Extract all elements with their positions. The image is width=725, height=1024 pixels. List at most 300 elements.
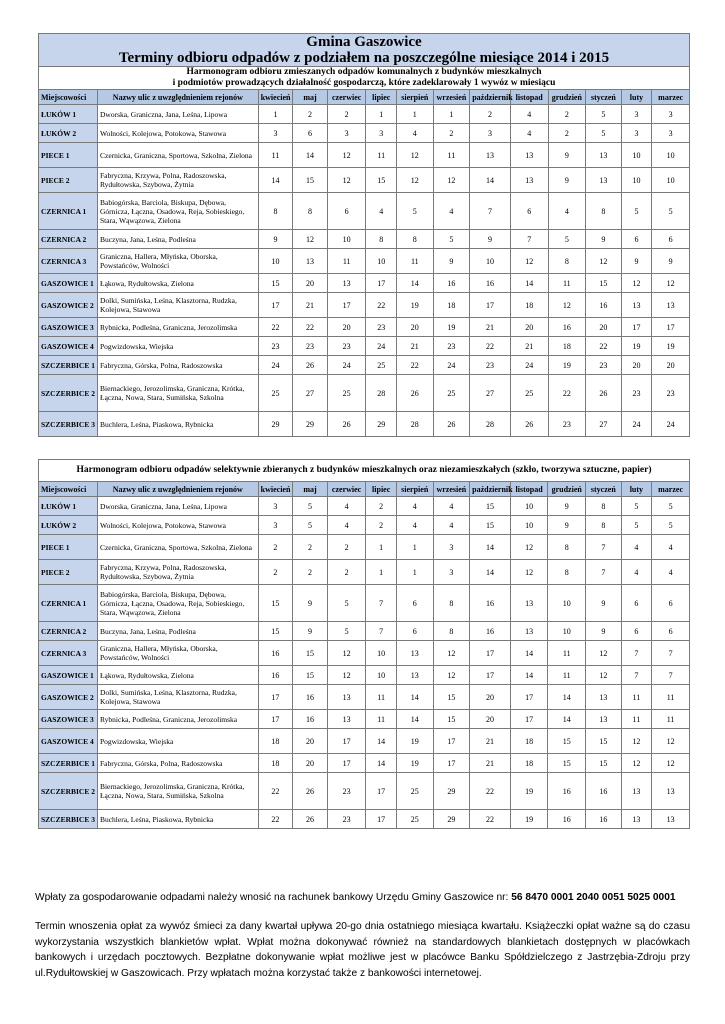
- day-cell: 15: [293, 168, 328, 193]
- day-cell: 16: [470, 585, 511, 622]
- table-row: [39, 168, 690, 193]
- day-cell: 17: [366, 810, 397, 829]
- day-cell: 23: [621, 375, 652, 412]
- day-cell: 15: [470, 497, 511, 516]
- day-cell: 21: [510, 337, 548, 356]
- day-cell: 6: [396, 622, 433, 641]
- day-cell: 9: [586, 622, 622, 641]
- day-cell: 15: [586, 729, 622, 754]
- day-cell: 15: [293, 666, 328, 685]
- day-cell: 23: [293, 337, 328, 356]
- col-header-streets: Nazwy ulic z uwzględnieniem rejonów: [97, 482, 258, 497]
- col-header-month: kwiecień: [258, 482, 293, 497]
- day-cell: 17: [258, 710, 293, 729]
- table-row: [39, 729, 690, 754]
- day-cell: 17: [327, 729, 366, 754]
- day-cell: 24: [510, 356, 548, 375]
- day-cell: 12: [433, 666, 470, 685]
- day-cell: 6: [327, 193, 366, 230]
- day-cell: 7: [586, 560, 622, 585]
- locality-cell: GASZOWICE 1: [39, 666, 98, 685]
- col-header-streets: Nazwy ulic z uwzględnieniem rejonów: [97, 90, 258, 105]
- day-cell: 25: [510, 375, 548, 412]
- day-cell: 21: [293, 293, 328, 318]
- day-cell: 25: [366, 356, 397, 375]
- day-cell: 26: [396, 375, 433, 412]
- day-cell: 21: [470, 318, 511, 337]
- table-row: [39, 193, 690, 230]
- day-cell: 12: [510, 535, 548, 560]
- col-header-month: listopad: [510, 90, 548, 105]
- day-cell: 2: [258, 535, 293, 560]
- day-cell: 17: [327, 293, 366, 318]
- day-cell: 20: [586, 318, 622, 337]
- day-cell: 1: [396, 560, 433, 585]
- day-cell: 15: [258, 622, 293, 641]
- day-cell: 23: [433, 337, 470, 356]
- day-cell: 3: [433, 535, 470, 560]
- streets-cell: Babiogórska, Barciola, Biskupa, Dębowa, Górnicza, Łączna, Osadowa, Reja, Sobieskiego, Stara, Wąwązowa, Zielona: [97, 585, 258, 622]
- day-cell: 14: [510, 274, 548, 293]
- day-cell: 8: [586, 497, 622, 516]
- col-header-month: wrzesień: [433, 482, 470, 497]
- col-header-month: wrzesień: [433, 90, 470, 105]
- day-cell: 6: [652, 622, 690, 641]
- day-cell: 19: [510, 810, 548, 829]
- streets-cell: Biernackiego, Jerozolimska, Graniczna, Krótka, Łączna, Nowa, Stara, Sumińska, Szkolna: [97, 773, 258, 810]
- streets-cell: Buchlera, Leśna, Piaskowa, Rybnicka: [97, 412, 258, 437]
- day-cell: 13: [621, 773, 652, 810]
- locality-cell: ŁUKÓW 1: [39, 497, 98, 516]
- table-row: [39, 375, 690, 412]
- day-cell: 12: [586, 249, 622, 274]
- day-cell: 10: [327, 230, 366, 249]
- day-cell: 4: [366, 193, 397, 230]
- day-cell: 2: [327, 105, 366, 124]
- day-cell: 7: [621, 666, 652, 685]
- day-cell: 5: [652, 193, 690, 230]
- day-cell: 20: [621, 356, 652, 375]
- day-cell: 11: [652, 710, 690, 729]
- day-cell: 2: [470, 105, 511, 124]
- day-cell: 12: [327, 666, 366, 685]
- day-cell: 11: [258, 143, 293, 168]
- day-cell: 4: [396, 124, 433, 143]
- streets-cell: Dworska, Graniczna, Jana, Leśna, Lipowa: [97, 497, 258, 516]
- day-cell: 15: [586, 274, 622, 293]
- day-cell: 11: [548, 666, 586, 685]
- locality-cell: ŁUKÓW 2: [39, 516, 98, 535]
- streets-cell: Wolności, Kolejowa, Potokowa, Stawowa: [97, 516, 258, 535]
- col-header-month: sierpień: [396, 90, 433, 105]
- day-cell: 16: [258, 666, 293, 685]
- streets-cell: Fabryczna, Krzywa, Polna, Radoszowska, Rydułtowska, Szybowa, Żytnia: [97, 560, 258, 585]
- day-cell: 5: [621, 497, 652, 516]
- day-cell: 4: [652, 535, 690, 560]
- day-cell: 26: [293, 773, 328, 810]
- day-cell: 10: [510, 497, 548, 516]
- day-cell: 7: [510, 230, 548, 249]
- locality-cell: GASZOWICE 4: [39, 337, 98, 356]
- day-cell: 10: [652, 143, 690, 168]
- table-row: [39, 560, 690, 585]
- day-cell: 11: [621, 710, 652, 729]
- day-cell: 4: [433, 516, 470, 535]
- day-cell: 28: [366, 375, 397, 412]
- table-header-row: [39, 482, 690, 497]
- day-cell: 1: [366, 560, 397, 585]
- day-cell: 4: [548, 193, 586, 230]
- table-row: [39, 318, 690, 337]
- col-header-month: czerwiec: [327, 482, 366, 497]
- day-cell: 18: [258, 729, 293, 754]
- day-cell: 11: [548, 641, 586, 666]
- day-cell: 20: [293, 729, 328, 754]
- col-header-month: sierpień: [396, 482, 433, 497]
- day-cell: 22: [258, 773, 293, 810]
- day-cell: 12: [396, 143, 433, 168]
- day-cell: 9: [621, 249, 652, 274]
- col-header-month: grudzień: [548, 482, 586, 497]
- day-cell: 13: [586, 685, 622, 710]
- day-cell: 17: [510, 710, 548, 729]
- day-cell: 11: [366, 710, 397, 729]
- day-cell: 7: [652, 666, 690, 685]
- day-cell: 3: [652, 124, 690, 143]
- locality-cell: GASZOWICE 1: [39, 274, 98, 293]
- streets-cell: Łąkowa, Rydułtowska, Zielona: [97, 666, 258, 685]
- day-cell: 3: [470, 124, 511, 143]
- col-header-locality: Miejscowości: [39, 90, 98, 105]
- day-cell: 18: [258, 754, 293, 773]
- day-cell: 24: [652, 412, 690, 437]
- locality-cell: GASZOWICE 4: [39, 729, 98, 754]
- day-cell: 26: [586, 375, 622, 412]
- day-cell: 16: [586, 773, 622, 810]
- day-cell: 5: [586, 105, 622, 124]
- day-cell: 5: [621, 516, 652, 535]
- streets-cell: Dolki, Sumińska, Leśna, Klasztorna, Rudzka, Kolejowa, Stawowa: [97, 293, 258, 318]
- day-cell: 13: [327, 685, 366, 710]
- day-cell: 3: [366, 124, 397, 143]
- day-cell: 26: [293, 810, 328, 829]
- day-cell: 2: [548, 124, 586, 143]
- day-cell: 11: [396, 249, 433, 274]
- day-cell: 13: [327, 710, 366, 729]
- table-row: [39, 810, 690, 829]
- streets-cell: Czernicka, Graniczna, Sportowa, Szkolna, Zielona: [97, 143, 258, 168]
- day-cell: 13: [586, 168, 622, 193]
- day-cell: 23: [470, 356, 511, 375]
- mixed-subtitle-line2: i podmiotów prowadzących działalność gospodarczą, które zadeklarowały 1 wywóz w miesiącu: [172, 78, 556, 88]
- day-cell: 17: [470, 293, 511, 318]
- day-cell: 19: [548, 356, 586, 375]
- day-cell: 27: [470, 375, 511, 412]
- day-cell: 16: [548, 810, 586, 829]
- day-cell: 9: [293, 585, 328, 622]
- day-cell: 3: [258, 497, 293, 516]
- day-cell: 10: [510, 516, 548, 535]
- day-cell: 9: [586, 230, 622, 249]
- day-cell: 19: [621, 337, 652, 356]
- table-row: [39, 124, 690, 143]
- day-cell: 12: [396, 168, 433, 193]
- day-cell: 12: [433, 168, 470, 193]
- day-cell: 12: [510, 249, 548, 274]
- day-cell: 3: [258, 516, 293, 535]
- day-cell: 5: [548, 230, 586, 249]
- day-cell: 4: [396, 516, 433, 535]
- locality-cell: SZCZERBICE 2: [39, 773, 98, 810]
- day-cell: 23: [366, 318, 397, 337]
- streets-cell: Rybnicka, Podleśna, Graniczna, Jerozolimska: [97, 710, 258, 729]
- page-title: [39, 34, 690, 67]
- account-number: 56 8470 0001 2040 0051 5025 0001: [511, 892, 676, 903]
- day-cell: 2: [327, 560, 366, 585]
- day-cell: 24: [327, 356, 366, 375]
- day-cell: 1: [258, 105, 293, 124]
- day-cell: 16: [548, 773, 586, 810]
- locality-cell: CZERNICA 1: [39, 585, 98, 622]
- day-cell: 21: [470, 729, 511, 754]
- day-cell: 16: [293, 710, 328, 729]
- day-cell: 23: [586, 356, 622, 375]
- day-cell: 4: [510, 105, 548, 124]
- table-gap: [38, 437, 690, 459]
- day-cell: 12: [510, 560, 548, 585]
- day-cell: 12: [586, 641, 622, 666]
- streets-cell: Buczyna, Jana, Leśna, Podleśna: [97, 622, 258, 641]
- day-cell: 14: [470, 168, 511, 193]
- day-cell: 11: [327, 249, 366, 274]
- day-cell: 15: [258, 585, 293, 622]
- day-cell: 13: [327, 274, 366, 293]
- day-cell: 20: [652, 356, 690, 375]
- day-cell: 17: [366, 274, 397, 293]
- streets-cell: Łąkowa, Rydułtowska, Zielona: [97, 274, 258, 293]
- locality-cell: GASZOWICE 2: [39, 293, 98, 318]
- col-header-month: luty: [621, 90, 652, 105]
- day-cell: 23: [327, 773, 366, 810]
- day-cell: 5: [293, 516, 328, 535]
- table-row: [39, 773, 690, 810]
- day-cell: 7: [470, 193, 511, 230]
- day-cell: 13: [586, 710, 622, 729]
- day-cell: 22: [396, 356, 433, 375]
- streets-cell: Babiogórska, Barciola, Biskupa, Dębowa, Górnicza, Łączna, Osadowa, Reja, Sobieskiego, Stara, Wąwązowa, Zielona: [97, 193, 258, 230]
- locality-cell: ŁUKÓW 2: [39, 124, 98, 143]
- day-cell: 14: [470, 560, 511, 585]
- day-cell: 18: [510, 754, 548, 773]
- day-cell: 6: [652, 585, 690, 622]
- day-cell: 17: [470, 641, 511, 666]
- day-cell: 11: [652, 685, 690, 710]
- day-cell: 2: [548, 105, 586, 124]
- day-cell: 15: [433, 685, 470, 710]
- day-cell: 9: [433, 249, 470, 274]
- day-cell: 26: [510, 412, 548, 437]
- col-header-month: marzec: [652, 482, 690, 497]
- day-cell: 8: [548, 249, 586, 274]
- day-cell: 13: [396, 666, 433, 685]
- day-cell: 6: [510, 193, 548, 230]
- payment-account-line: [35, 890, 690, 906]
- day-cell: 25: [396, 773, 433, 810]
- day-cell: 20: [510, 318, 548, 337]
- col-header-locality: Miejscowości: [39, 482, 98, 497]
- day-cell: 4: [652, 560, 690, 585]
- day-cell: 5: [586, 124, 622, 143]
- table-row: [39, 105, 690, 124]
- day-cell: 8: [548, 535, 586, 560]
- day-cell: 7: [652, 641, 690, 666]
- day-cell: 25: [396, 810, 433, 829]
- title-municipality: Gmina Gaszowice: [306, 34, 422, 50]
- day-cell: 14: [293, 143, 328, 168]
- col-header-month: maj: [293, 482, 328, 497]
- day-cell: 20: [470, 710, 511, 729]
- day-cell: 15: [470, 516, 511, 535]
- day-cell: 7: [366, 622, 397, 641]
- day-cell: 13: [652, 810, 690, 829]
- day-cell: 9: [293, 622, 328, 641]
- day-cell: 4: [510, 124, 548, 143]
- payment-info: [35, 890, 690, 906]
- streets-cell: Graniczna, Hallera, Młyńska, Oborska, Powstańców, Wolności: [97, 249, 258, 274]
- day-cell: 8: [396, 230, 433, 249]
- day-cell: 14: [510, 641, 548, 666]
- streets-cell: Graniczna, Hallera, Młyńska, Oborska, Powstańców, Wolności: [97, 641, 258, 666]
- day-cell: 9: [652, 249, 690, 274]
- table-row: [39, 685, 690, 710]
- day-cell: 24: [366, 337, 397, 356]
- day-cell: 4: [327, 516, 366, 535]
- day-cell: 4: [396, 497, 433, 516]
- day-cell: 6: [293, 124, 328, 143]
- day-cell: 11: [366, 685, 397, 710]
- streets-cell: Fabryczna, Krzywa, Polna, Radoszowska, Rydułtowska, Szybowa, Żytnia: [97, 168, 258, 193]
- mixed-waste-table: [38, 33, 690, 437]
- streets-cell: Dworska, Graniczna, Jana, Leśna, Lipowa: [97, 105, 258, 124]
- day-cell: 9: [548, 516, 586, 535]
- day-cell: 13: [621, 293, 652, 318]
- day-cell: 15: [586, 754, 622, 773]
- day-cell: 13: [510, 622, 548, 641]
- locality-cell: CZERNICA 1: [39, 193, 98, 230]
- day-cell: 4: [621, 535, 652, 560]
- day-cell: 18: [433, 293, 470, 318]
- day-cell: 1: [366, 105, 397, 124]
- locality-cell: CZERNICA 2: [39, 622, 98, 641]
- day-cell: 22: [470, 337, 511, 356]
- streets-cell: Buczyna, Jana, Leśna, Podleśna: [97, 230, 258, 249]
- day-cell: 16: [470, 274, 511, 293]
- col-header-month: czerwiec: [327, 90, 366, 105]
- table-header-row: [39, 90, 690, 105]
- day-cell: 10: [652, 168, 690, 193]
- day-cell: 15: [258, 274, 293, 293]
- day-cell: 27: [586, 412, 622, 437]
- day-cell: 13: [396, 641, 433, 666]
- day-cell: 17: [510, 685, 548, 710]
- day-cell: 5: [621, 193, 652, 230]
- col-header-month: listopad: [510, 482, 548, 497]
- day-cell: 19: [396, 729, 433, 754]
- table-row: [39, 754, 690, 773]
- streets-cell: Fabryczna, Górska, Polna, Radoszowska: [97, 754, 258, 773]
- locality-cell: PIECE 2: [39, 560, 98, 585]
- day-cell: 29: [433, 773, 470, 810]
- streets-cell: Pogwizdowska, Wiejska: [97, 337, 258, 356]
- locality-cell: CZERNICA 3: [39, 249, 98, 274]
- payment-terms-paragraph: Termin wnoszenia opłat za wywóz śmieci za dany kwartał upływa 20-go dnia ostatniego miesiąca kwartału. Książeczki opłat ważne są do czasu wykorzystania wszystkich blankietów wpłat. Wpłat można dokonywać również na standardowych blankietach dostępnych w placówkach bankowych i urzędach pocztowych. Bezpłatne dokonywanie wpłat możliwe jest w placówce Banku Spółdzielczego z Jastrzębia-Zdroju przy ul.Rydułtowskiej w Gaszowicach. Przy wpłatach można korzystać także z bankowości internetowej.: [35, 921, 690, 979]
- day-cell: 14: [548, 685, 586, 710]
- day-cell: 8: [548, 560, 586, 585]
- table-row: [39, 516, 690, 535]
- day-cell: 2: [258, 560, 293, 585]
- day-cell: 8: [586, 193, 622, 230]
- day-cell: 14: [366, 729, 397, 754]
- locality-cell: CZERNICA 2: [39, 230, 98, 249]
- locality-cell: SZCZERBICE 3: [39, 412, 98, 437]
- day-cell: 17: [327, 754, 366, 773]
- day-cell: 18: [510, 729, 548, 754]
- day-cell: 15: [548, 754, 586, 773]
- day-cell: 21: [470, 754, 511, 773]
- day-cell: 2: [293, 560, 328, 585]
- table-row: [39, 535, 690, 560]
- day-cell: 14: [510, 666, 548, 685]
- day-cell: 3: [652, 105, 690, 124]
- day-cell: 26: [293, 356, 328, 375]
- day-cell: 5: [327, 622, 366, 641]
- table-row: [39, 585, 690, 622]
- day-cell: 25: [433, 375, 470, 412]
- day-cell: 10: [621, 143, 652, 168]
- day-cell: 29: [433, 810, 470, 829]
- locality-cell: PIECE 1: [39, 143, 98, 168]
- day-cell: 12: [293, 230, 328, 249]
- col-header-month: lipiec: [366, 90, 397, 105]
- day-cell: 21: [396, 337, 433, 356]
- table-row: [39, 274, 690, 293]
- day-cell: 16: [586, 293, 622, 318]
- streets-cell: Wolności, Kolejowa, Potokowa, Stawowa: [97, 124, 258, 143]
- table-row: [39, 293, 690, 318]
- day-cell: 11: [621, 685, 652, 710]
- day-cell: 9: [470, 230, 511, 249]
- day-cell: 12: [621, 754, 652, 773]
- day-cell: 13: [621, 810, 652, 829]
- day-cell: 5: [396, 193, 433, 230]
- day-cell: 2: [366, 497, 397, 516]
- day-cell: 1: [366, 535, 397, 560]
- day-cell: 12: [652, 729, 690, 754]
- day-cell: 22: [366, 293, 397, 318]
- day-cell: 7: [366, 585, 397, 622]
- day-cell: 8: [293, 193, 328, 230]
- day-cell: 3: [258, 124, 293, 143]
- day-cell: 10: [548, 622, 586, 641]
- table-row: [39, 412, 690, 437]
- day-cell: 3: [327, 124, 366, 143]
- day-cell: 12: [327, 168, 366, 193]
- streets-cell: Biernackiego, Jerozolimska, Graniczna, Krótka, Łączna, Nowa, Stara, Sumińska, Szkolna: [97, 375, 258, 412]
- day-cell: 19: [433, 318, 470, 337]
- col-header-month: kwiecień: [258, 90, 293, 105]
- col-header-month: październik: [470, 482, 511, 497]
- day-cell: 23: [652, 375, 690, 412]
